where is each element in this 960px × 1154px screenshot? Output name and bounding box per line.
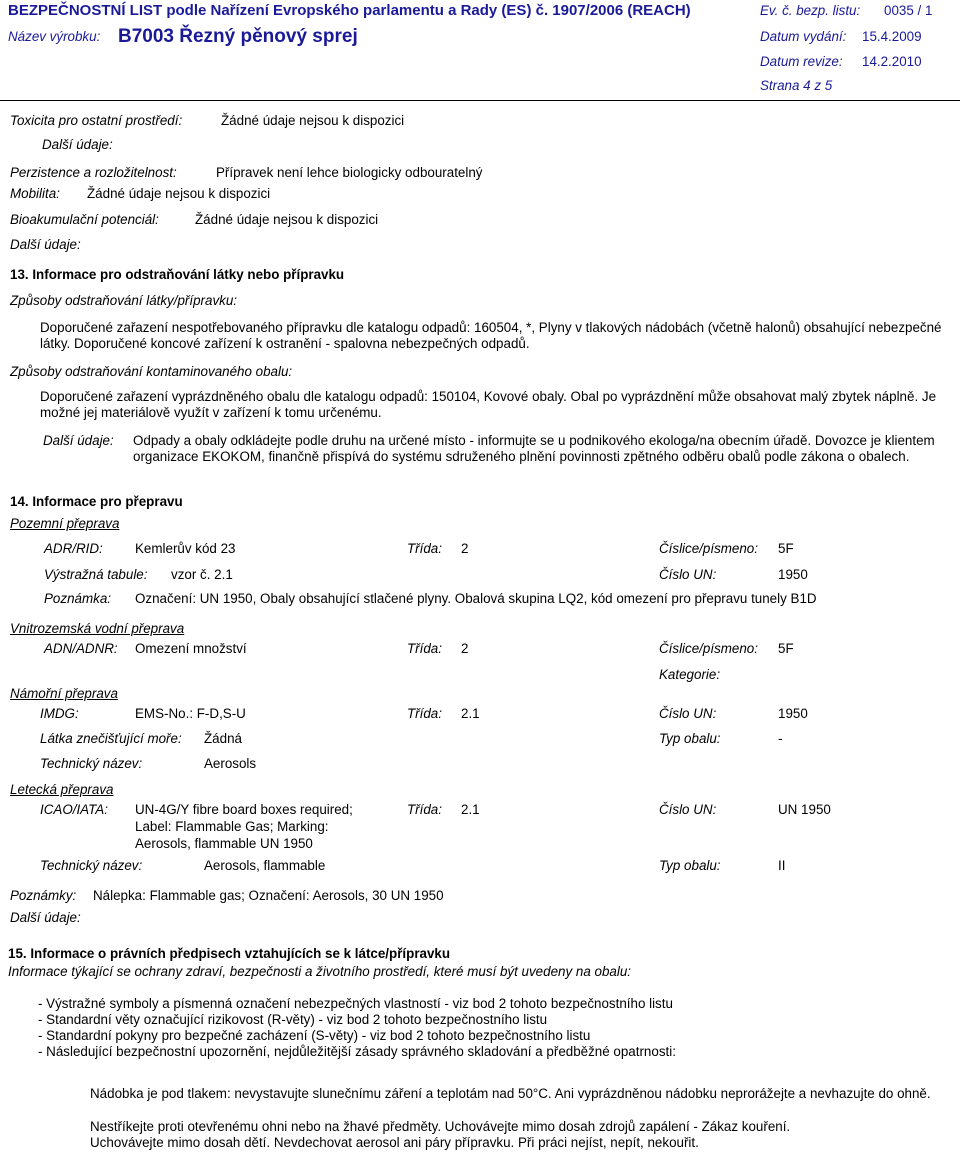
class-value: 2 [461,541,469,556]
un-number-label: Číslo UN: [659,567,717,582]
persistence-value: Přípravek není lehce biologicky odbouratelný [216,165,483,180]
mobility-value: Žádné údaje nejsou k dispozici [87,186,271,201]
section-15-intro: Informace týkající se ochrany zdraví, bezpečnosti a životního prostředí, které musí být uvedeny na obalu: [8,964,631,979]
adr-label: ADR/RID: [44,541,103,556]
bullet-item: - Následující bezpečnostní upozornění, nejdůležitější zásady správného skladování a předběžné opatrnosti: [38,1044,676,1059]
inland-transport-title: Vnitrozemská vodní přeprava [10,621,185,636]
class-value: 2.1 [461,802,480,817]
technical-name-value: Aerosols, flammable [204,858,326,873]
bullet-item: - Standardní pokyny pro bezpečné zacházení (S-věty) - viz bod 2 tohoto bezpečnostního listu [38,1028,591,1043]
class-label: Třída: [407,802,442,817]
more-info-label: Další údaje: [43,433,114,448]
sheet-number: 0035 / 1 [884,3,933,18]
packaging-disposal-label: Způsoby odstraňování kontaminovaného obalu: [10,364,293,379]
note-label: Poznámka: [44,591,111,606]
category-label: Kategorie: [659,667,721,682]
icao-line: Aerosols, flammable UN 1950 [135,836,313,851]
class-value: 2 [461,641,469,656]
page-number: Strana 4 z 5 [760,78,833,93]
note-value: Označení: UN 1950, Obaly obsahující stlačené plyny. Obalová skupina LQ2, kód omezení pro přepravu tunely B1D [135,591,817,606]
warning-plate-label: Výstražná tabule: [44,567,148,582]
bioaccumulation-value: Žádné údaje nejsou k dispozici [195,212,379,227]
imdg-label: IMDG: [40,706,79,721]
warning-plate-value: vzor č. 2.1 [171,567,233,582]
document-title: BEZPEČNOSTNÍ LIST podle Nařízení Evropského parlamentu a Rady (ES) č. 1907/2006 (REACH) [8,2,691,19]
toxicity-value: Žádné údaje nejsou k dispozici [221,113,405,128]
more-info-label: Další údaje: [10,237,81,252]
code-value: 5F [778,541,794,556]
icao-line: Label: Flammable Gas; Marking: [135,819,329,834]
bioaccumulation-label: Bioakumulační potenciál: [10,212,159,227]
more-info-label: Další údaje: [10,910,81,925]
adn-label: ADN/ADNR: [44,641,118,656]
more-info-text: Odpady a obaly odkládejte podle druhu na určené místo - informujte se u podnikového ekologa/na obecním úřadě. Dovozce je klientem organizace EKOKOM, finančně přispívá do systému sdruženého plnění povinnosti zpětného odběru obalů podle zákona o obalech. [133,433,935,465]
package-type-value: - [778,731,783,746]
class-value: 2.1 [461,706,480,721]
bullet-item: - Výstražné symboly a písmenná označení nebezpečných vlastností - viz bod 2 tohoto bezpečnostního listu [38,996,673,1011]
adr-value: Kemlerův kód 23 [135,541,236,556]
air-transport-title: Letecká přeprava [10,782,114,797]
marine-pollutant-label: Látka znečišťující moře: [40,731,182,746]
safety-notice: Nádobka je pod tlakem: nevystavujte slunečnímu záření a teplotám nad 50°C. Ani vyprázdněnou nádobku neprorážejte a nevhazujte do ohně. [90,1086,931,1101]
imdg-value: EMS-No.: F-D,S-U [135,706,246,721]
revision-date-label: Datum revize: [760,54,843,69]
code-value: 5F [778,641,794,656]
more-info-label: Další údaje: [42,137,113,152]
un-number-value: 1950 [778,706,808,721]
safety-notice: Uchovávejte mimo dosah dětí. Nevdechovat aerosol ani páry přípravku. Při práci nejíst, nepít, nekouřit. [90,1135,699,1150]
mobility-label: Mobilita: [10,186,60,201]
icao-line: UN-4G/Y fibre board boxes required; [135,802,353,817]
safety-notice: Nestříkejte proti otevřenému ohni nebo na žhavé předměty. Uchovávejte mimo dosah zdrojů zapálení - Zákaz kouření. [90,1119,791,1134]
bullet-item: - Standardní věty označující rizikovost (R-věty) - viz bod 2 tohoto bezpečnostního listu [38,1012,548,1027]
disposal-methods-text: Doporučené zařazení nespotřebovaného přípravku dle katalogu odpadů: 160504, *, Plyny v tlakových nádobách (včetně halonů) obsahující nebezpečné látky. Doporučené koncové zařízení k ostranění - spalovna nebezpečných odpadů. [40,320,942,352]
technical-name-label: Technický název: [40,858,143,873]
notes-value: Nálepka: Flammable gas; Označení: Aerosols, 30 UN 1950 [93,888,444,903]
product-name: B7003 Řezný pěnový sprej [118,26,358,47]
section-15-heading: 15. Informace o právních předpisech vztahujících se k látce/přípravku [8,946,451,961]
road-transport-title: Pozemní přeprava [10,516,120,531]
icao-label: ICAO/IATA: [40,802,108,817]
package-type-label: Typ obalu: [659,731,721,746]
code-label: Číslice/písmeno: [659,641,758,656]
persistence-label: Perzistence a rozložitelnost: [10,165,177,180]
header-divider [0,100,960,101]
code-label: Číslice/písmeno: [659,541,758,556]
un-number-label: Číslo UN: [659,802,717,817]
un-number-label: Číslo UN: [659,706,717,721]
technical-name-label: Technický název: [40,756,143,771]
un-number-value: 1950 [778,567,808,582]
toxicity-label: Toxicita pro ostatní prostředí: [10,113,183,128]
notes-label: Poznámky: [10,888,77,903]
adn-value: Omezení množství [135,641,247,656]
packaging-disposal-text: Doporučené zařazení vyprázdněného obalu dle katalogu odpadů: 150104, Kovové obaly. Obal po vyprázdnění může obsahovat malý zbytek náplně. Je možné jej materiálově využít v zařízení k tomu určenému. [40,389,937,421]
marine-pollutant-value: Žádná [204,731,242,746]
section-14-heading: 14. Informace pro přepravu [10,494,183,509]
issue-date-label: Datum vydání: [760,29,847,44]
disposal-methods-label: Způsoby odstraňování látky/přípravku: [10,293,238,308]
package-type-label: Typ obalu: [659,858,721,873]
revision-date: 14.2.2010 [862,54,922,69]
class-label: Třída: [407,706,442,721]
technical-name-value: Aerosols [204,756,257,771]
class-label: Třída: [407,541,442,556]
product-label: Název výrobku: [8,29,101,44]
package-type-value: II [778,858,786,873]
issue-date: 15.4.2009 [862,29,922,44]
sea-transport-title: Námořní přeprava [10,686,118,701]
section-13-heading: 13. Informace pro odstraňování látky nebo přípravku [10,267,345,282]
class-label: Třída: [407,641,442,656]
sheet-number-label: Ev. č. bezp. listu: [760,3,861,18]
un-number-value: UN 1950 [778,802,831,817]
